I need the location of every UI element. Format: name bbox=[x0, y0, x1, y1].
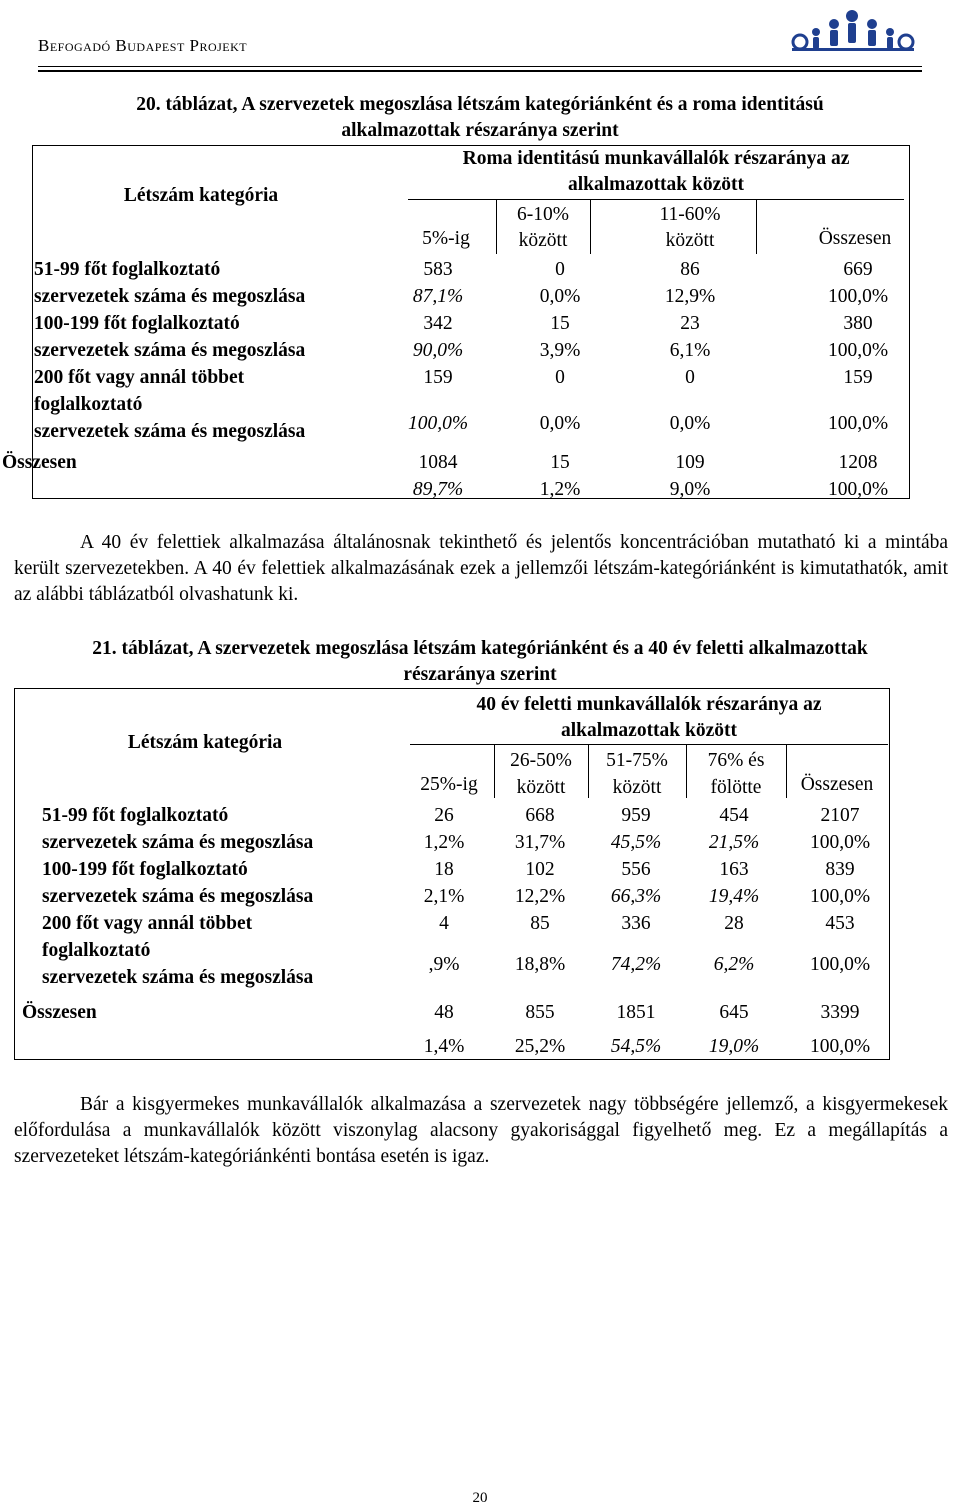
table-row bbox=[34, 256, 908, 310]
cell: 342 bbox=[423, 313, 453, 334]
table21-col2-header-line1: 26-50% bbox=[510, 750, 572, 771]
table20-caption-line2: alkalmazottak részaránya szerint bbox=[341, 120, 619, 141]
table21-col2-header-line2: között bbox=[516, 777, 566, 798]
row-label: Összesen bbox=[22, 1002, 97, 1023]
cell: 100,0% bbox=[809, 832, 871, 853]
cell: 1,4% bbox=[423, 1036, 465, 1057]
table21-col2-header bbox=[494, 747, 588, 801]
table20-col1-header: 5%-ig bbox=[422, 228, 470, 249]
table20-group-header bbox=[408, 146, 904, 198]
cell: 100,0% bbox=[827, 413, 889, 434]
cell: 556 bbox=[621, 859, 651, 880]
cell: 454 bbox=[719, 805, 749, 826]
row-label: 100-199 főt foglalkoztató bbox=[34, 313, 240, 334]
cell: 18,8% bbox=[514, 954, 566, 975]
table20-col2-header-line2: között bbox=[518, 230, 568, 251]
cell: 28 bbox=[724, 913, 744, 934]
row-label: Összesen bbox=[2, 452, 77, 473]
cell: 100,0% bbox=[809, 954, 871, 975]
table21-group-header-line2: alkalmazottak között bbox=[560, 720, 738, 741]
cell: 90,0% bbox=[412, 340, 464, 361]
table21-caption-line2: részaránya szerint bbox=[403, 664, 557, 685]
table20-col4-header: Összesen bbox=[818, 228, 892, 249]
table20-group-header-line2: alkalmazottak között bbox=[567, 174, 745, 195]
table20-col3-header-line1: 11-60% bbox=[659, 204, 721, 225]
table21-row-header: Létszám kategória bbox=[127, 732, 283, 753]
table21-col4-header-line2: fölötte bbox=[710, 777, 762, 798]
table20-col-divider-2 bbox=[590, 199, 591, 254]
row-label: szervezetek száma és megoszlása bbox=[42, 832, 314, 853]
cell: 100,0% bbox=[827, 340, 889, 361]
table21-col4-header bbox=[686, 747, 786, 801]
cell: 336 bbox=[621, 913, 651, 934]
table21-group-header bbox=[410, 692, 888, 744]
cell: 12,2% bbox=[514, 886, 566, 907]
cell: 1208 bbox=[838, 452, 878, 473]
table21-group-header-line1: 40 év feletti munkavállalók részaránya az bbox=[476, 694, 822, 715]
cell: 959 bbox=[621, 805, 651, 826]
row-label: foglalkoztató bbox=[42, 940, 151, 961]
cell: 669 bbox=[843, 259, 873, 280]
paragraph-2-text: Bár a kisgyermekes munkavállalók alkalmazása a szervezetek nagy többségére jellemző, a kisgyermekesek előfordulása a munkavállalók között viszonylag alacsony gyakorisággal figyelhető meg. Ez a megállapítás a szervezeteket létszám-kategóriánkénti bontása esetén is igaz. bbox=[14, 1094, 948, 1167]
table-row bbox=[34, 310, 908, 364]
table21-caption bbox=[20, 636, 940, 688]
table20-group-header-line1: Roma identitású munkavállalók részaránya az bbox=[462, 148, 850, 169]
cell: 85 bbox=[530, 913, 550, 934]
table21-col3-header-line2: között bbox=[612, 777, 662, 798]
cell: 0,0% bbox=[539, 286, 581, 307]
cell: 102 bbox=[525, 859, 555, 880]
row-label: 51-99 főt foglalkoztató bbox=[42, 805, 229, 826]
table20-caption-line1: 20. táblázat, A szervezetek megoszlása létszám kategóriánként és a roma identitású bbox=[136, 94, 824, 115]
header-rule-thick bbox=[38, 70, 922, 72]
cell: 159 bbox=[423, 367, 453, 388]
cell: 1851 bbox=[616, 1002, 656, 1023]
cell: 23 bbox=[680, 313, 700, 334]
cell: 12,9% bbox=[664, 286, 716, 307]
cell: 453 bbox=[825, 913, 855, 934]
table20-group-divider bbox=[408, 199, 904, 200]
row-label: 200 főt vagy annál többet bbox=[42, 913, 253, 934]
table-row bbox=[42, 856, 888, 910]
table-row bbox=[42, 802, 888, 856]
cell: 86 bbox=[680, 259, 700, 280]
row-label: szervezetek száma és megoszlása bbox=[42, 886, 314, 907]
table21-col1-header: 25%-ig bbox=[420, 774, 478, 795]
cell: 100,0% bbox=[809, 886, 871, 907]
cell: 855 bbox=[525, 1002, 555, 1023]
cell: 583 bbox=[423, 259, 453, 280]
table21-group-divider bbox=[410, 744, 888, 745]
row-label: 100-199 főt foglalkoztató bbox=[42, 859, 248, 880]
cell: 100,0% bbox=[827, 286, 889, 307]
row-label: 200 főt vagy annál többet bbox=[34, 367, 245, 388]
table20-col3-header-line2: között bbox=[665, 230, 715, 251]
cell: 0,0% bbox=[539, 413, 581, 434]
cell: 48 bbox=[434, 1002, 454, 1023]
paragraph-1-text: A 40 év felettiek alkalmazása általánosnak tekinthető és jelentős koncentrációban mutatható ki a mintába került szervezetekben. A 40 év felettiek alkalmazásának ezek a jellemzői létszám-kategóriánként is kimutathatók, amit az alábbi táblázatból olvashatunk ki. bbox=[14, 532, 948, 605]
table21-col3-header bbox=[588, 747, 686, 801]
cell: 109 bbox=[675, 452, 705, 473]
cell: 100,0% bbox=[809, 1036, 871, 1057]
cell: 15 bbox=[550, 313, 570, 334]
row-label: szervezetek száma és megoszlása bbox=[34, 421, 306, 442]
table20-row-header: Létszám kategória bbox=[123, 185, 279, 206]
table20-body bbox=[2, 256, 908, 503]
table21-caption-line1: 21. táblázat, A szervezetek megoszlása létszám kategóriánként és a 40 év feletti alkalmazottak bbox=[92, 638, 868, 659]
cell: 3,9% bbox=[539, 340, 581, 361]
table20-caption bbox=[20, 92, 940, 144]
table20-col3-header bbox=[620, 202, 760, 254]
cell: 645 bbox=[719, 1002, 749, 1023]
table21-col3-header-line1: 51-75% bbox=[606, 750, 668, 771]
row-label: szervezetek száma és megoszlása bbox=[34, 340, 306, 361]
cell: 26 bbox=[434, 805, 454, 826]
table-row-total bbox=[22, 999, 888, 1079]
row-label: szervezetek száma és megoszlása bbox=[42, 967, 314, 988]
table21-body bbox=[22, 802, 888, 1071]
cell: 19,4% bbox=[708, 886, 760, 907]
cell: 45,5% bbox=[610, 832, 662, 853]
header-rule bbox=[38, 66, 922, 67]
cell: 0 bbox=[685, 367, 695, 388]
cell: 380 bbox=[843, 313, 873, 334]
cell: 31,7% bbox=[514, 832, 566, 853]
table21-col5-header: Összesen bbox=[800, 774, 874, 795]
cell: 0,0% bbox=[669, 413, 711, 434]
cell: 89,7% bbox=[412, 479, 464, 500]
cell: 15 bbox=[550, 452, 570, 473]
cell: 159 bbox=[843, 367, 873, 388]
cell: 1,2% bbox=[539, 479, 581, 500]
cell: ,9% bbox=[428, 954, 460, 975]
project-logo bbox=[782, 6, 922, 60]
table21-col4-header-line1: 76% és bbox=[707, 750, 765, 771]
row-label: szervezetek száma és megoszlása bbox=[34, 286, 306, 307]
cell: 1084 bbox=[418, 452, 458, 473]
cell: 163 bbox=[719, 859, 749, 880]
cell: 839 bbox=[825, 859, 855, 880]
cell: 54,5% bbox=[610, 1036, 662, 1057]
table20-col2-header bbox=[496, 202, 590, 254]
cell: 87,1% bbox=[412, 286, 464, 307]
paragraph-2 bbox=[14, 1092, 948, 1170]
cell: 668 bbox=[525, 805, 555, 826]
cell: 4 bbox=[439, 913, 449, 934]
project-header: Befogadó Budapest Projekt bbox=[38, 36, 248, 55]
cell: 0 bbox=[555, 259, 565, 280]
cell: 6,1% bbox=[669, 340, 711, 361]
cell: 2,1% bbox=[423, 886, 465, 907]
paragraph-1 bbox=[14, 530, 948, 608]
cell: 2107 bbox=[820, 805, 860, 826]
cell: 100,0% bbox=[827, 479, 889, 500]
table-row bbox=[42, 910, 888, 991]
row-label: foglalkoztató bbox=[34, 394, 143, 415]
cell: 66,3% bbox=[610, 886, 662, 907]
cell: 1,2% bbox=[423, 832, 465, 853]
cell: 0 bbox=[555, 367, 565, 388]
row-label: 51-99 főt foglalkoztató bbox=[34, 259, 221, 280]
cell: 18 bbox=[434, 859, 454, 880]
table-row bbox=[34, 364, 908, 449]
table-row-total bbox=[2, 449, 908, 503]
page-number: 20 bbox=[472, 1490, 488, 1506]
table20-col2-header-line1: 6-10% bbox=[517, 204, 569, 225]
cell: 25,2% bbox=[514, 1036, 566, 1057]
cell: 19,0% bbox=[708, 1036, 760, 1057]
cell: 21,5% bbox=[708, 832, 760, 853]
cell: 9,0% bbox=[669, 479, 711, 500]
cell: 74,2% bbox=[610, 954, 662, 975]
cell: 100,0% bbox=[407, 413, 469, 434]
cell: 6,2% bbox=[713, 954, 755, 975]
cell: 3399 bbox=[820, 1002, 860, 1023]
